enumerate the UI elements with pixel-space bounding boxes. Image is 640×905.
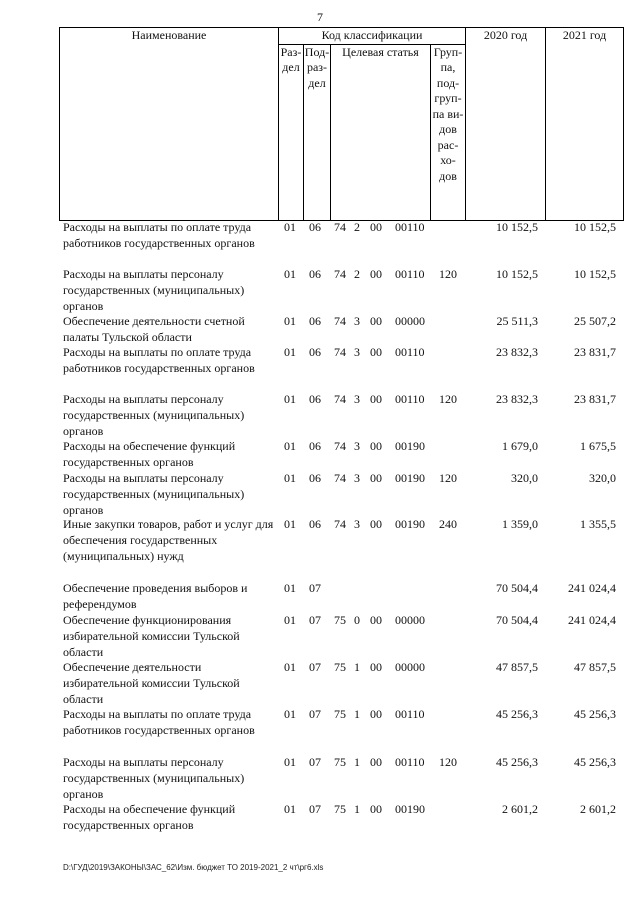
- row-cs-direction: 00110: [395, 707, 425, 721]
- header-podrazdel: Под- раз- дел: [304, 44, 331, 220]
- row-podrazdel: 07: [309, 802, 321, 816]
- row-cs-subprogram: 2: [354, 220, 360, 234]
- row-year-2021: 1 355,5: [580, 517, 616, 531]
- row-year-2020: 2 601,2: [502, 802, 538, 816]
- row-cs-program: 74: [334, 314, 346, 328]
- row-cs-event: 00: [370, 314, 382, 328]
- row-razdel: 01: [284, 802, 296, 816]
- row-year-2020: 70 504,4: [496, 581, 538, 595]
- row-podrazdel: 06: [309, 220, 321, 234]
- row-year-2021: 1 675,5: [580, 439, 616, 453]
- row-razdel: 01: [284, 314, 296, 328]
- row-razdel: 01: [284, 707, 296, 721]
- row-podrazdel: 06: [309, 392, 321, 406]
- row-vid-rashodov: 120: [439, 267, 457, 281]
- header-year-2020: 2020 год: [466, 28, 546, 221]
- row-name: Расходы на выплаты по оплате труда работников государственных органов: [63, 707, 255, 737]
- row-podrazdel: 06: [309, 345, 321, 359]
- row-cs-event: 00: [370, 220, 382, 234]
- row-year-2020: 1 359,0: [502, 517, 538, 531]
- row-cs-direction: 00000: [395, 314, 425, 328]
- row-cs-direction: 00000: [395, 613, 425, 627]
- row-cs-program: 75: [334, 755, 346, 769]
- row-cs-program: 74: [334, 267, 346, 281]
- row-year-2021: 10 152,5: [574, 220, 616, 234]
- file-path-footer: D:\ГУД\2019\ЗАКОНЫ\ЗАС_62\Изм. бюджет ТО 2019-2021_2 чт\рг6.xls: [63, 863, 324, 872]
- row-year-2021: 23 831,7: [574, 345, 616, 359]
- row-name: Обеспечение деятельности счетной палаты Тульской области: [63, 314, 245, 344]
- row-cs-subprogram: 0: [354, 613, 360, 627]
- table-header: [59, 27, 624, 221]
- row-year-2020: 45 256,3: [496, 755, 538, 769]
- row-name: Расходы на выплаты персоналу государственных (муниципальных) органов: [63, 392, 245, 438]
- row-cs-direction: 00190: [395, 471, 425, 485]
- row-year-2021: 45 256,3: [574, 707, 616, 721]
- row-name: Расходы на выплаты персоналу государственных (муниципальных) органов: [63, 755, 245, 801]
- row-cs-event: 00: [370, 345, 382, 359]
- row-vid-rashodov: 120: [439, 755, 457, 769]
- row-year-2021: 241 024,4: [568, 581, 616, 595]
- row-cs-subprogram: 3: [354, 345, 360, 359]
- row-podrazdel: 06: [309, 471, 321, 485]
- row-cs-subprogram: 1: [354, 755, 360, 769]
- row-cs-event: 00: [370, 439, 382, 453]
- row-cs-direction: 00190: [395, 439, 425, 453]
- row-cs-event: 00: [370, 707, 382, 721]
- row-cs-program: 75: [334, 613, 346, 627]
- row-cs-program: 75: [334, 660, 346, 674]
- row-cs-program: 75: [334, 802, 346, 816]
- row-vid-rashodov: 240: [439, 517, 457, 531]
- row-year-2020: 10 152,5: [496, 267, 538, 281]
- row-name: Расходы на обеспечение функций государственных органов: [63, 439, 236, 469]
- row-podrazdel: 06: [309, 517, 321, 531]
- row-razdel: 01: [284, 267, 296, 281]
- row-razdel: 01: [284, 392, 296, 406]
- row-cs-subprogram: 2: [354, 267, 360, 281]
- row-cs-direction: 00110: [395, 267, 425, 281]
- header-year-2021: 2021 год: [546, 28, 624, 221]
- header-celevaya-statya: Целевая статья: [331, 44, 431, 220]
- page-number: 7: [317, 10, 323, 24]
- row-razdel: 01: [284, 471, 296, 485]
- row-year-2021: 2 601,2: [580, 802, 616, 816]
- row-cs-program: 74: [334, 471, 346, 485]
- row-cs-program: 75: [334, 707, 346, 721]
- row-year-2021: 23 831,7: [574, 392, 616, 406]
- row-year-2020: 45 256,3: [496, 707, 538, 721]
- row-year-2021: 45 256,3: [574, 755, 616, 769]
- row-cs-direction: 00190: [395, 517, 425, 531]
- row-razdel: 01: [284, 660, 296, 674]
- row-year-2020: 25 511,3: [496, 314, 538, 328]
- header-code: Код классификации: [279, 28, 466, 45]
- row-vid-rashodov: 120: [439, 471, 457, 485]
- row-name: Расходы на выплаты персоналу государственных (муниципальных) органов: [63, 267, 245, 313]
- row-razdel: 01: [284, 517, 296, 531]
- row-year-2021: 25 507,2: [574, 314, 616, 328]
- row-razdel: 01: [284, 581, 296, 595]
- row-cs-event: 00: [370, 517, 382, 531]
- row-podrazdel: 07: [309, 755, 321, 769]
- row-cs-program: 74: [334, 392, 346, 406]
- row-podrazdel: 06: [309, 314, 321, 328]
- row-cs-event: 00: [370, 392, 382, 406]
- row-name: Расходы на выплаты по оплате труда работников государственных органов: [63, 220, 255, 250]
- row-year-2020: 10 152,5: [496, 220, 538, 234]
- header-name: Наименование: [60, 28, 279, 221]
- row-cs-subprogram: 3: [354, 439, 360, 453]
- row-cs-subprogram: 3: [354, 392, 360, 406]
- row-year-2021: 47 857,5: [574, 660, 616, 674]
- row-cs-program: 74: [334, 439, 346, 453]
- row-name: Расходы на выплаты по оплате труда работников государственных органов: [63, 345, 255, 375]
- row-cs-event: 00: [370, 471, 382, 485]
- row-cs-event: 00: [370, 660, 382, 674]
- row-name: Обеспечение функционирования избирательной комиссии Тульской области: [63, 613, 240, 659]
- row-razdel: 01: [284, 439, 296, 453]
- row-name: Обеспечение деятельности избирательной комиссии Тульской области: [63, 660, 240, 706]
- row-year-2021: 320,0: [589, 471, 616, 485]
- row-razdel: 01: [284, 220, 296, 234]
- row-name: Расходы на обеспечение функций государственных органов: [63, 802, 236, 832]
- row-podrazdel: 07: [309, 581, 321, 595]
- row-podrazdel: 06: [309, 439, 321, 453]
- row-cs-program: 74: [334, 517, 346, 531]
- row-cs-subprogram: 1: [354, 707, 360, 721]
- header-razdel: Раз- дел: [279, 44, 304, 220]
- row-cs-event: 00: [370, 802, 382, 816]
- row-year-2020: 1 679,0: [502, 439, 538, 453]
- row-vid-rashodov: 120: [439, 392, 457, 406]
- row-podrazdel: 07: [309, 660, 321, 674]
- row-year-2020: 23 832,3: [496, 392, 538, 406]
- row-name: Иные закупки товаров, работ и услуг для обеспечения государственных (муниципальных) нужд: [63, 517, 274, 563]
- row-podrazdel: 06: [309, 267, 321, 281]
- row-razdel: 01: [284, 345, 296, 359]
- row-cs-subprogram: 3: [354, 314, 360, 328]
- header-gruppa: Груп- па, под- груп- па ви- дов рас- хо- дов: [431, 44, 466, 220]
- row-cs-subprogram: 3: [354, 517, 360, 531]
- row-cs-direction: 00110: [395, 392, 425, 406]
- row-podrazdel: 07: [309, 707, 321, 721]
- row-cs-direction: 00000: [395, 660, 425, 674]
- row-razdel: 01: [284, 755, 296, 769]
- row-year-2020: 47 857,5: [496, 660, 538, 674]
- row-cs-program: 74: [334, 345, 346, 359]
- row-cs-subprogram: 1: [354, 802, 360, 816]
- row-podrazdel: 07: [309, 613, 321, 627]
- row-cs-event: 00: [370, 613, 382, 627]
- row-cs-direction: 00110: [395, 220, 425, 234]
- row-year-2021: 241 024,4: [568, 613, 616, 627]
- row-cs-direction: 00190: [395, 802, 425, 816]
- row-cs-event: 00: [370, 755, 382, 769]
- row-year-2020: 23 832,3: [496, 345, 538, 359]
- row-year-2020: 320,0: [511, 471, 538, 485]
- row-razdel: 01: [284, 613, 296, 627]
- row-name: Обеспечение проведения выборов и референдумов: [63, 581, 248, 611]
- row-name: Расходы на выплаты персоналу государственных (муниципальных) органов: [63, 471, 245, 517]
- row-cs-subprogram: 1: [354, 660, 360, 674]
- row-cs-direction: 00110: [395, 755, 425, 769]
- row-cs-direction: 00110: [395, 345, 425, 359]
- row-year-2020: 70 504,4: [496, 613, 538, 627]
- row-year-2021: 10 152,5: [574, 267, 616, 281]
- row-cs-event: 00: [370, 267, 382, 281]
- row-cs-program: 74: [334, 220, 346, 234]
- row-cs-subprogram: 3: [354, 471, 360, 485]
